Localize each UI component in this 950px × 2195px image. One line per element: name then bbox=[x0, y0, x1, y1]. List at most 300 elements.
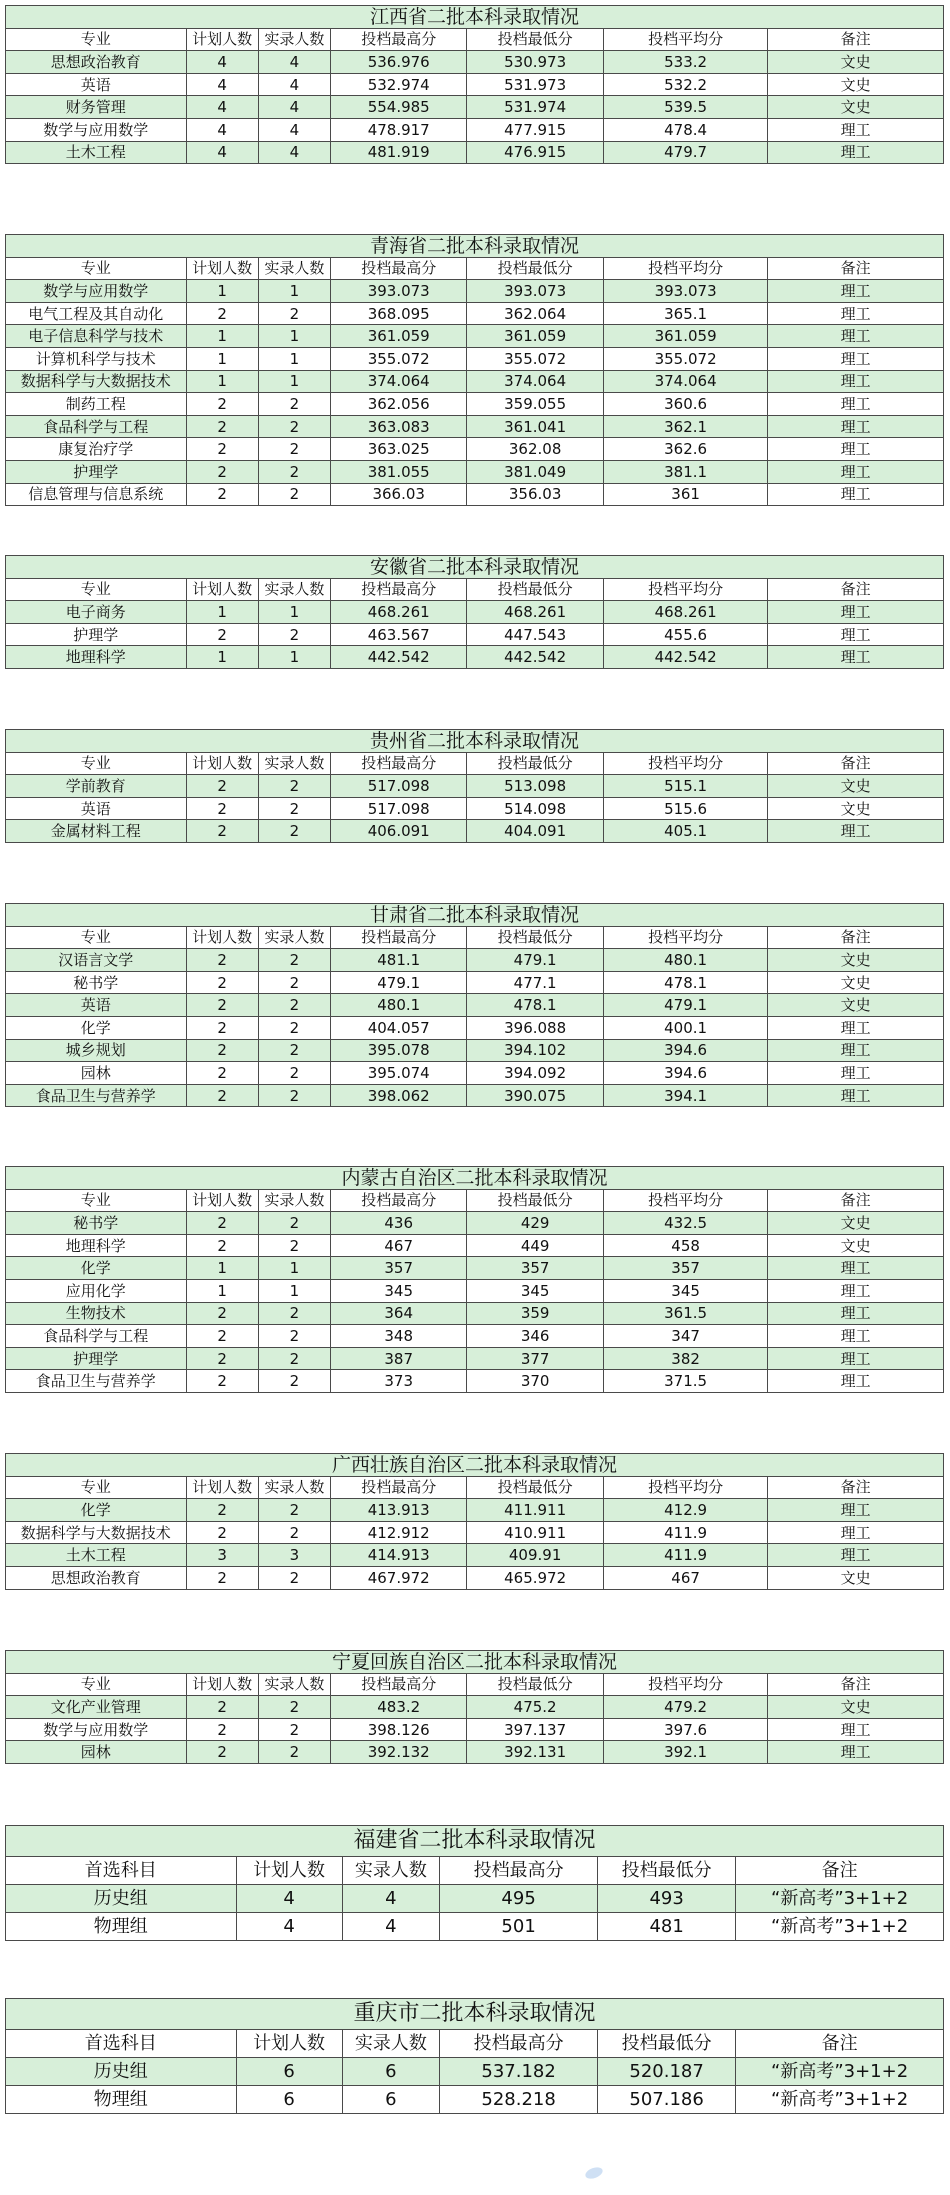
table-row bbox=[6, 601, 944, 624]
table-cell: 536.976 bbox=[331, 51, 467, 74]
table-cell: 理工 bbox=[768, 1521, 944, 1544]
column-header: 实录人数 bbox=[258, 752, 330, 775]
table-cell: 539.5 bbox=[603, 96, 768, 119]
table-row bbox=[6, 280, 944, 303]
table-cell: 数学与应用数学 bbox=[6, 1718, 187, 1741]
admission-table bbox=[5, 555, 944, 669]
table-cell: 360.6 bbox=[603, 393, 768, 416]
column-header: 实录人数 bbox=[258, 1189, 330, 1212]
table-cell: 1 bbox=[186, 280, 258, 303]
table-cell: 理工 bbox=[768, 601, 944, 624]
column-header: 计划人数 bbox=[186, 28, 258, 51]
table-cell: 2 bbox=[186, 1084, 258, 1107]
table-cell: 2 bbox=[186, 460, 258, 483]
table-cell: 348 bbox=[331, 1325, 467, 1348]
column-header: 专业 bbox=[6, 257, 187, 280]
table-row bbox=[6, 1347, 944, 1370]
table-cell: 493 bbox=[598, 1885, 736, 1913]
table-cell: 467.972 bbox=[331, 1566, 467, 1589]
table-cell: 电子信息科学与技术 bbox=[6, 325, 187, 348]
column-header: 计划人数 bbox=[186, 752, 258, 775]
table-cell: 355.072 bbox=[603, 347, 768, 370]
column-header: 备注 bbox=[768, 257, 944, 280]
table-row bbox=[6, 347, 944, 370]
table-title: 青海省二批本科录取情况 bbox=[6, 235, 944, 258]
table-cell: 历史组 bbox=[6, 1885, 237, 1913]
table-row bbox=[6, 302, 944, 325]
column-header: 专业 bbox=[6, 752, 187, 775]
column-header: 实录人数 bbox=[258, 1673, 330, 1696]
admission-table bbox=[5, 1166, 944, 1393]
table-cell: 理工 bbox=[768, 1544, 944, 1567]
table-cell: 理工 bbox=[768, 1741, 944, 1764]
table-cell: 物理组 bbox=[6, 1913, 237, 1941]
table-cell: 405.1 bbox=[603, 820, 768, 843]
table-cell: 4 bbox=[258, 96, 330, 119]
table-cell: 土木工程 bbox=[6, 1544, 187, 1567]
table-cell: 2 bbox=[186, 623, 258, 646]
table-cell: 1 bbox=[258, 646, 330, 669]
table-cell: 2 bbox=[186, 1499, 258, 1522]
table-cell: 411.9 bbox=[603, 1544, 768, 1567]
table-cell: 1 bbox=[186, 646, 258, 669]
table-cell: 432.5 bbox=[603, 1212, 768, 1235]
table-row bbox=[6, 2058, 944, 2086]
column-header: 投档最低分 bbox=[467, 1189, 603, 1212]
table-cell: 1 bbox=[258, 370, 330, 393]
table-row bbox=[6, 141, 944, 164]
column-header: 投档最低分 bbox=[467, 926, 603, 949]
column-header: 计划人数 bbox=[186, 1189, 258, 1212]
table-cell: 2 bbox=[258, 623, 330, 646]
table-cell: 531.973 bbox=[467, 73, 603, 96]
column-header: 备注 bbox=[768, 1673, 944, 1696]
table-row bbox=[6, 1279, 944, 1302]
table-cell: 理工 bbox=[768, 393, 944, 416]
table-cell: 历史组 bbox=[6, 2058, 237, 2086]
table-cell: 366.03 bbox=[331, 483, 467, 506]
column-header: 计划人数 bbox=[186, 926, 258, 949]
table-row bbox=[6, 393, 944, 416]
table-cell: 357 bbox=[467, 1257, 603, 1280]
table-cell: 地理科学 bbox=[6, 1234, 187, 1257]
table-cell: 406.091 bbox=[331, 820, 467, 843]
column-header: 计划人数 bbox=[186, 578, 258, 601]
table-cell: 362.064 bbox=[467, 302, 603, 325]
table-cell: 520.187 bbox=[598, 2058, 736, 2086]
header-row bbox=[6, 2030, 944, 2058]
table-cell: 生物技术 bbox=[6, 1302, 187, 1325]
table-cell: 479.1 bbox=[603, 994, 768, 1017]
table-cell: 2 bbox=[258, 1039, 330, 1062]
table-cell: 2 bbox=[258, 483, 330, 506]
table-cell: 护理学 bbox=[6, 460, 187, 483]
table-cell: 1 bbox=[258, 1257, 330, 1280]
table-cell: 2 bbox=[258, 971, 330, 994]
column-header: 投档平均分 bbox=[603, 926, 768, 949]
table-cell: 康复治疗学 bbox=[6, 438, 187, 461]
admission-table bbox=[5, 903, 944, 1107]
table-cell: 2 bbox=[258, 302, 330, 325]
table-cell: 513.098 bbox=[467, 775, 603, 798]
table-cell: 电气工程及其自动化 bbox=[6, 302, 187, 325]
table-cell: 2 bbox=[258, 1566, 330, 1589]
table-cell: 2 bbox=[186, 1741, 258, 1764]
table-cell: 455.6 bbox=[603, 623, 768, 646]
header-row bbox=[6, 257, 944, 280]
table-cell: 362.1 bbox=[603, 415, 768, 438]
table-cell: 533.2 bbox=[603, 51, 768, 74]
table-cell: 373 bbox=[331, 1370, 467, 1393]
table-cell: 2 bbox=[186, 949, 258, 972]
table-cell: 1 bbox=[186, 601, 258, 624]
table-cell: 2 bbox=[186, 1718, 258, 1741]
table-cell: 2 bbox=[258, 1016, 330, 1039]
table-cell: 物理组 bbox=[6, 2086, 237, 2114]
table-row bbox=[6, 96, 944, 119]
table-cell: 文史 bbox=[768, 1234, 944, 1257]
table-cell: 468.261 bbox=[603, 601, 768, 624]
table-cell: 思想政治教育 bbox=[6, 1566, 187, 1589]
table-row bbox=[6, 797, 944, 820]
table-cell: 390.075 bbox=[467, 1084, 603, 1107]
table-cell: 2 bbox=[186, 971, 258, 994]
table-cell: 1 bbox=[258, 1279, 330, 1302]
column-header: 专业 bbox=[6, 578, 187, 601]
table-cell: 397.6 bbox=[603, 1718, 768, 1741]
table-cell: 文史 bbox=[768, 775, 944, 798]
table-cell: 394.1 bbox=[603, 1084, 768, 1107]
table-cell: 应用化学 bbox=[6, 1279, 187, 1302]
table-cell: 计算机科学与技术 bbox=[6, 347, 187, 370]
table-row bbox=[6, 1370, 944, 1393]
table-row bbox=[6, 1885, 944, 1913]
table-cell: 394.6 bbox=[603, 1062, 768, 1085]
table-cell: 文化产业管理 bbox=[6, 1696, 187, 1719]
table-cell: 1 bbox=[186, 1279, 258, 1302]
table-cell: 362.08 bbox=[467, 438, 603, 461]
column-header: 投档最低分 bbox=[467, 752, 603, 775]
table-cell: 361.041 bbox=[467, 415, 603, 438]
table-cell: 化学 bbox=[6, 1499, 187, 1522]
table-cell: 秘书学 bbox=[6, 1212, 187, 1235]
table-row bbox=[6, 1521, 944, 1544]
table-cell: 2 bbox=[258, 1741, 330, 1764]
table-cell: 1 bbox=[258, 325, 330, 348]
table-cell: 361.059 bbox=[467, 325, 603, 348]
table-cell: 理工 bbox=[768, 1347, 944, 1370]
table-cell: 文史 bbox=[768, 949, 944, 972]
table-cell: 394.6 bbox=[603, 1039, 768, 1062]
table-cell: 2 bbox=[258, 1212, 330, 1235]
admission-table bbox=[5, 729, 944, 843]
column-header: 投档最低分 bbox=[467, 1476, 603, 1499]
admission-table bbox=[5, 234, 944, 506]
table-row bbox=[6, 325, 944, 348]
table-cell: 理工 bbox=[768, 280, 944, 303]
column-header: 投档最低分 bbox=[467, 257, 603, 280]
table-cell: 2 bbox=[186, 1521, 258, 1544]
table-cell: 481.1 bbox=[331, 949, 467, 972]
table-cell: 2 bbox=[258, 438, 330, 461]
table-row bbox=[6, 1544, 944, 1567]
admission-table bbox=[5, 1650, 944, 1764]
table-cell: 理工 bbox=[768, 347, 944, 370]
table-cell: 481 bbox=[598, 1913, 736, 1941]
table-cell: 395.074 bbox=[331, 1062, 467, 1085]
table-cell: 370 bbox=[467, 1370, 603, 1393]
table-cell: 3 bbox=[186, 1544, 258, 1567]
table-cell: 357 bbox=[603, 1257, 768, 1280]
table-cell: 355.072 bbox=[467, 347, 603, 370]
table-cell: 4 bbox=[186, 118, 258, 141]
table-cell: 478.1 bbox=[467, 994, 603, 1017]
table-cell: 4 bbox=[236, 1885, 342, 1913]
table-cell: 481.919 bbox=[331, 141, 467, 164]
table-cell: 517.098 bbox=[331, 797, 467, 820]
column-header: 投档最低分 bbox=[467, 1673, 603, 1696]
table-cell: 理工 bbox=[768, 483, 944, 506]
table-cell: 382 bbox=[603, 1347, 768, 1370]
table-cell: 2 bbox=[186, 1062, 258, 1085]
column-header: 备注 bbox=[768, 1476, 944, 1499]
table-cell: 368.095 bbox=[331, 302, 467, 325]
table-cell: “新高考”3+1+2 bbox=[736, 1885, 944, 1913]
table-cell: 数学与应用数学 bbox=[6, 118, 187, 141]
table-cell: 411.911 bbox=[467, 1499, 603, 1522]
table-cell: 数据科学与大数据技术 bbox=[6, 370, 187, 393]
table-cell: 2 bbox=[258, 775, 330, 798]
table-cell: 480.1 bbox=[603, 949, 768, 972]
table-row bbox=[6, 1016, 944, 1039]
table-cell: 文史 bbox=[768, 51, 944, 74]
column-header: 实录人数 bbox=[258, 257, 330, 280]
table-cell: 381.049 bbox=[467, 460, 603, 483]
table-title: 甘肃省二批本科录取情况 bbox=[6, 904, 944, 927]
table-cell: 理工 bbox=[768, 118, 944, 141]
column-header: 备注 bbox=[768, 752, 944, 775]
table-cell: 理工 bbox=[768, 1062, 944, 1085]
header-row bbox=[6, 752, 944, 775]
table-cell: 495 bbox=[440, 1885, 598, 1913]
table-cell: 1 bbox=[186, 370, 258, 393]
table-cell: 食品科学与工程 bbox=[6, 415, 187, 438]
table-cell: 442.542 bbox=[331, 646, 467, 669]
table-cell: 515.6 bbox=[603, 797, 768, 820]
table-cell: 4 bbox=[342, 1913, 440, 1941]
table-cell: 文史 bbox=[768, 1696, 944, 1719]
table-cell: 理工 bbox=[768, 820, 944, 843]
table-cell: 数据科学与大数据技术 bbox=[6, 1521, 187, 1544]
table-row bbox=[6, 1913, 944, 1941]
table-cell: “新高考”3+1+2 bbox=[736, 2058, 944, 2086]
table-cell: 2 bbox=[186, 1566, 258, 1589]
table-cell: 2 bbox=[186, 1325, 258, 1348]
column-header: 投档最低分 bbox=[598, 1857, 736, 1885]
table-row bbox=[6, 73, 944, 96]
table-row bbox=[6, 460, 944, 483]
table-cell: 理工 bbox=[768, 1718, 944, 1741]
table-cell: 517.098 bbox=[331, 775, 467, 798]
table-cell: 363.083 bbox=[331, 415, 467, 438]
table-cell: 362.056 bbox=[331, 393, 467, 416]
table-cell: “新高考”3+1+2 bbox=[736, 1913, 944, 1941]
table-cell: 2 bbox=[258, 1084, 330, 1107]
table-cell: 530.973 bbox=[467, 51, 603, 74]
table-row bbox=[6, 1566, 944, 1589]
table-cell: 制药工程 bbox=[6, 393, 187, 416]
table-cell: 理工 bbox=[768, 302, 944, 325]
column-header: 计划人数 bbox=[186, 257, 258, 280]
column-header: 实录人数 bbox=[258, 28, 330, 51]
table-cell: 2 bbox=[258, 1325, 330, 1348]
table-row bbox=[6, 646, 944, 669]
column-header: 投档最低分 bbox=[598, 2030, 736, 2058]
table-cell: 园林 bbox=[6, 1062, 187, 1085]
table-cell: 404.091 bbox=[467, 820, 603, 843]
table-cell: 2 bbox=[258, 460, 330, 483]
table-row bbox=[6, 971, 944, 994]
table-cell: 2 bbox=[258, 1521, 330, 1544]
column-header: 投档平均分 bbox=[603, 1673, 768, 1696]
table-cell: 374.064 bbox=[603, 370, 768, 393]
column-header: 投档最高分 bbox=[331, 1673, 467, 1696]
table-cell: 363.025 bbox=[331, 438, 467, 461]
header-row bbox=[6, 1476, 944, 1499]
table-cell: 4 bbox=[258, 118, 330, 141]
table-row bbox=[6, 1302, 944, 1325]
column-header: 专业 bbox=[6, 1673, 187, 1696]
column-header: 备注 bbox=[736, 2030, 944, 2058]
table-cell: 393.073 bbox=[331, 280, 467, 303]
admission-table bbox=[5, 5, 944, 164]
table-cell: 护理学 bbox=[6, 623, 187, 646]
column-header: 投档平均分 bbox=[603, 257, 768, 280]
table-cell: 468.261 bbox=[331, 601, 467, 624]
table-cell: 理工 bbox=[768, 460, 944, 483]
table-cell: 4 bbox=[258, 73, 330, 96]
table-cell: 英语 bbox=[6, 797, 187, 820]
table-cell: 395.078 bbox=[331, 1039, 467, 1062]
table-cell: 532.2 bbox=[603, 73, 768, 96]
table-cell: 476.915 bbox=[467, 141, 603, 164]
table-cell: 2 bbox=[258, 1302, 330, 1325]
table-row bbox=[6, 2086, 944, 2114]
table-cell: 429 bbox=[467, 1212, 603, 1235]
table-cell: 6 bbox=[236, 2086, 342, 2114]
table-cell: 442.542 bbox=[603, 646, 768, 669]
table-cell: 412.9 bbox=[603, 1499, 768, 1522]
table-cell: 477.1 bbox=[467, 971, 603, 994]
table-cell: 4 bbox=[258, 141, 330, 164]
table-cell: 2 bbox=[186, 1212, 258, 1235]
table-cell: 2 bbox=[186, 393, 258, 416]
column-header: 计划人数 bbox=[186, 1476, 258, 1499]
table-cell: 364 bbox=[331, 1302, 467, 1325]
table-cell: 文史 bbox=[768, 96, 944, 119]
admission-table bbox=[5, 1825, 944, 1941]
header-row bbox=[6, 1673, 944, 1696]
table-cell: 2 bbox=[186, 797, 258, 820]
table-row bbox=[6, 994, 944, 1017]
table-cell: 468.261 bbox=[467, 601, 603, 624]
table-cell: “新高考”3+1+2 bbox=[736, 2086, 944, 2114]
table-cell: 土木工程 bbox=[6, 141, 187, 164]
table-cell: 361 bbox=[603, 483, 768, 506]
table-cell: 458 bbox=[603, 1234, 768, 1257]
table-title: 宁夏回族自治区二批本科录取情况 bbox=[6, 1651, 944, 1674]
table-cell: 394.102 bbox=[467, 1039, 603, 1062]
table-cell: 387 bbox=[331, 1347, 467, 1370]
column-header: 备注 bbox=[768, 28, 944, 51]
table-cell: 345 bbox=[331, 1279, 467, 1302]
table-row bbox=[6, 1257, 944, 1280]
table-cell: 501 bbox=[440, 1913, 598, 1941]
table-cell: 449 bbox=[467, 1234, 603, 1257]
table-cell: 345 bbox=[467, 1279, 603, 1302]
table-cell: 392.132 bbox=[331, 1741, 467, 1764]
table-cell: 394.092 bbox=[467, 1062, 603, 1085]
table-cell: 392.131 bbox=[467, 1741, 603, 1764]
table-cell: 409.91 bbox=[467, 1544, 603, 1567]
table-cell: 381.1 bbox=[603, 460, 768, 483]
column-header: 首选科目 bbox=[6, 2030, 237, 2058]
table-row bbox=[6, 1741, 944, 1764]
table-cell: 汉语言文学 bbox=[6, 949, 187, 972]
table-row bbox=[6, 1325, 944, 1348]
table-cell: 文史 bbox=[768, 994, 944, 1017]
table-row bbox=[6, 370, 944, 393]
table-cell: 480.1 bbox=[331, 994, 467, 1017]
table-cell: 393.073 bbox=[603, 280, 768, 303]
table-cell: 2 bbox=[186, 1016, 258, 1039]
table-cell: 359 bbox=[467, 1302, 603, 1325]
table-cell: 2 bbox=[186, 1370, 258, 1393]
table-cell: 355.072 bbox=[331, 347, 467, 370]
table-cell: 2 bbox=[258, 415, 330, 438]
table-cell: 374.064 bbox=[331, 370, 467, 393]
table-cell: 6 bbox=[342, 2086, 440, 2114]
table-cell: 理工 bbox=[768, 141, 944, 164]
table-title: 广西壮族自治区二批本科录取情况 bbox=[6, 1454, 944, 1477]
table-cell: 475.2 bbox=[467, 1696, 603, 1719]
table-cell: 467 bbox=[331, 1234, 467, 1257]
table-cell: 6 bbox=[236, 2058, 342, 2086]
table-cell: 361.059 bbox=[331, 325, 467, 348]
table-row bbox=[6, 1062, 944, 1085]
column-header: 备注 bbox=[768, 578, 944, 601]
table-cell: 2 bbox=[258, 1062, 330, 1085]
table-cell: 信息管理与信息系统 bbox=[6, 483, 187, 506]
table-cell: 理工 bbox=[768, 1039, 944, 1062]
table-cell: 2 bbox=[186, 994, 258, 1017]
table-cell: 1 bbox=[186, 325, 258, 348]
table-cell: 400.1 bbox=[603, 1016, 768, 1039]
table-cell: 文史 bbox=[768, 73, 944, 96]
table-cell: 554.985 bbox=[331, 96, 467, 119]
table-cell: 479.2 bbox=[603, 1696, 768, 1719]
table-title: 内蒙古自治区二批本科录取情况 bbox=[6, 1167, 944, 1190]
admission-table bbox=[5, 1453, 944, 1590]
table-cell: 理工 bbox=[768, 1279, 944, 1302]
column-header: 备注 bbox=[768, 1189, 944, 1212]
table-cell: 479.7 bbox=[603, 141, 768, 164]
table-cell: 食品科学与工程 bbox=[6, 1325, 187, 1348]
table-cell: 文史 bbox=[768, 1212, 944, 1235]
table-cell: 463.567 bbox=[331, 623, 467, 646]
column-header: 计划人数 bbox=[236, 2030, 342, 2058]
table-cell: 442.542 bbox=[467, 646, 603, 669]
